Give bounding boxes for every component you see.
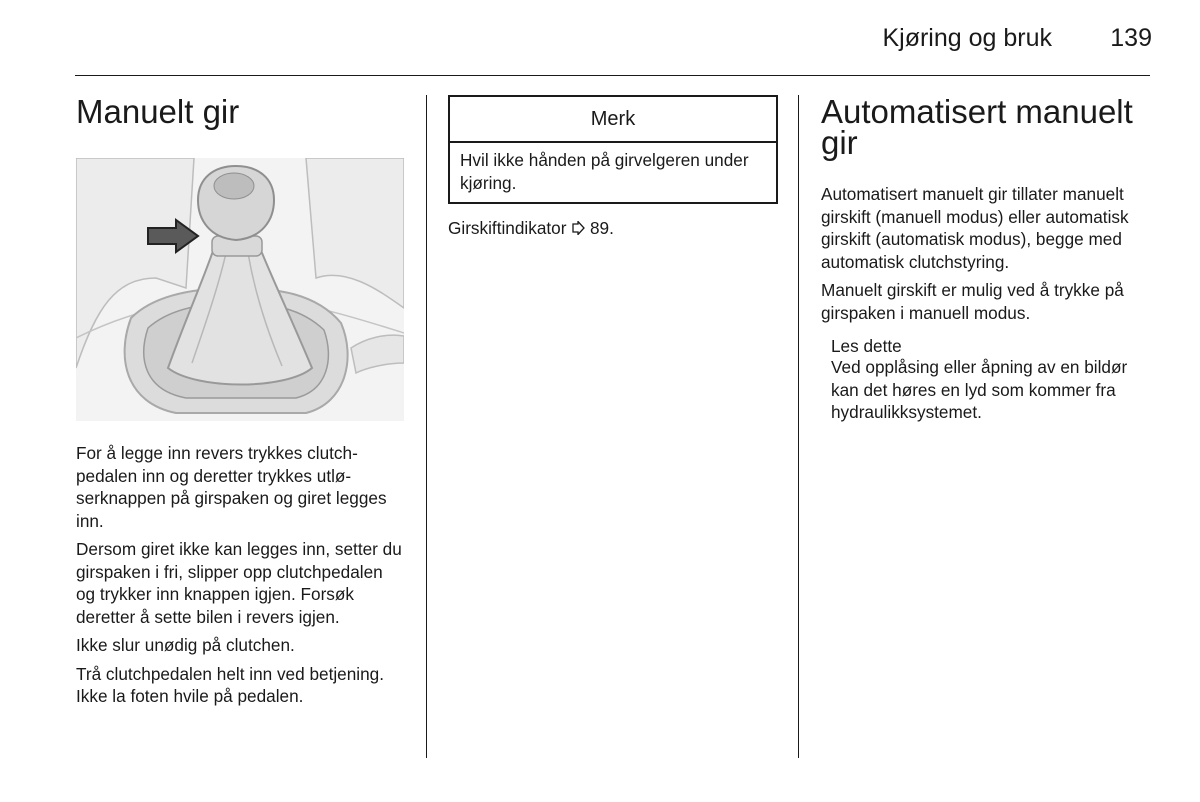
notice-block bbox=[831, 336, 1151, 424]
notice-body: Ved opplåsing eller åpning av en bildør kan det høres en lyd som kommer fra hydraulikksystemet. bbox=[831, 357, 1128, 422]
note-body: Hvil ikke hånden på girvelgeren under kjøring. bbox=[460, 150, 749, 193]
cross-reference-label: Girskiftindikator bbox=[448, 218, 567, 238]
paragraph: Trå clutchpedalen helt inn ved betjening. Ikke la foten hvile på pedalen. bbox=[76, 663, 384, 706]
manual-gear-body bbox=[76, 442, 406, 708]
column-automated-gear bbox=[821, 92, 1151, 424]
column-note bbox=[448, 92, 778, 240]
arrow-outline-right-icon bbox=[571, 218, 585, 238]
column-divider bbox=[426, 95, 427, 758]
section-heading: Manuelt gir bbox=[76, 93, 240, 130]
gear-lever-illustration bbox=[76, 158, 404, 421]
paragraph: Automatisert manuelt gir tillater manuelt girskift (manuell modus) eller automatisk girskift (automatisk modus), begge med automatisk clutchstyring. bbox=[821, 184, 1129, 272]
paragraph: Manuelt girskift er mulig ved å trykke på girspaken i manuell modus. bbox=[821, 280, 1124, 323]
automated-gear-body bbox=[821, 183, 1151, 324]
section-heading: Automatisert manuelt gir bbox=[821, 93, 1133, 161]
page-number: 139 bbox=[1110, 24, 1152, 52]
header-rule bbox=[75, 75, 1150, 76]
note-title: Merk bbox=[450, 97, 776, 143]
cross-reference[interactable] bbox=[448, 217, 778, 240]
cross-reference-page: 89. bbox=[590, 218, 614, 238]
column-divider bbox=[798, 95, 799, 758]
note-box bbox=[448, 95, 778, 204]
notice-title: Les dette bbox=[831, 336, 902, 356]
running-header-title: Kjøring og bruk bbox=[882, 24, 1052, 52]
paragraph: For å legge inn revers trykkes clutchpedalen inn og deretter trykkes utløserknappen på girspaken og giret legges inn. bbox=[76, 443, 387, 531]
column-manual-gear bbox=[76, 92, 406, 708]
paragraph: Dersom giret ikke kan legges inn, setter du girspaken i fri, slipper opp clutchpedalen og trykker inn knappen igjen. Forsøk deretter å sette bilen i revers igjen. bbox=[76, 539, 402, 627]
paragraph: Ikke slur unødig på clutchen. bbox=[76, 635, 295, 655]
